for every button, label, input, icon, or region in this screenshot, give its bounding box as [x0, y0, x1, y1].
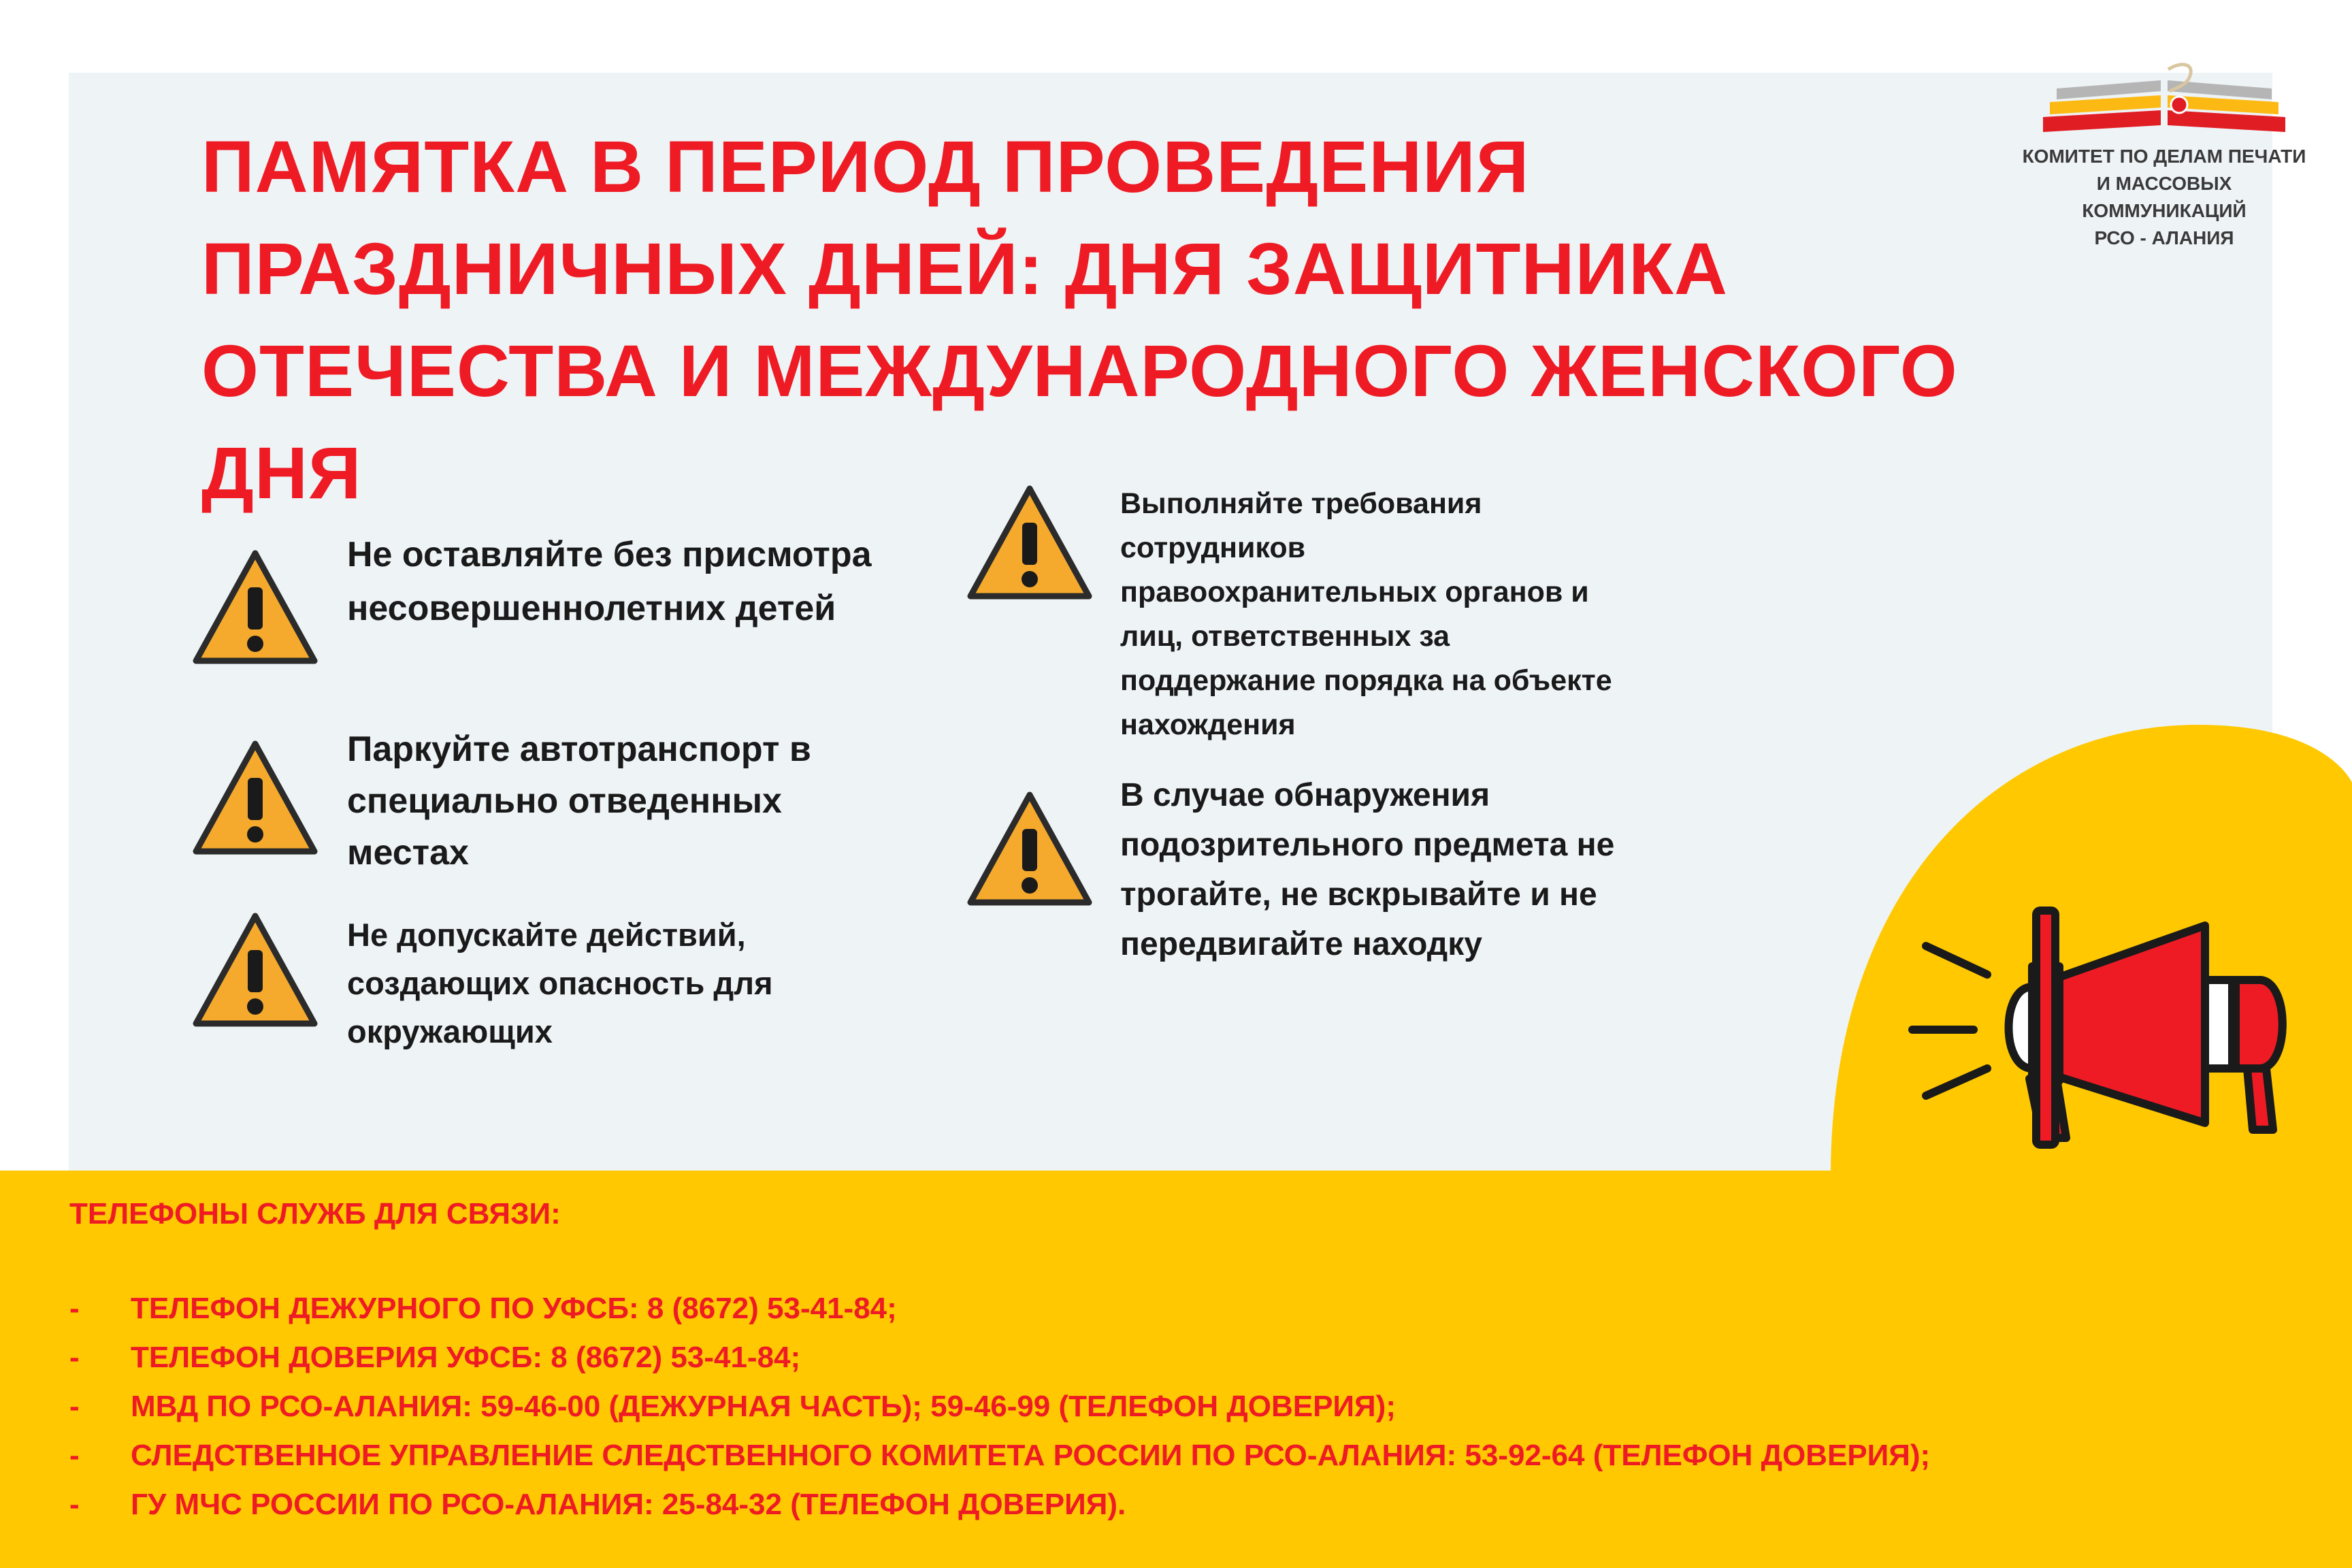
- contacts-title: ТЕЛЕФОНЫ СЛУЖБ ДЛЯ СВЯЗИ:: [69, 1197, 561, 1230]
- tip-parking: Паркуйте автотранспорт в специально отведенных местах: [347, 730, 811, 872]
- bullet: -: [69, 1390, 80, 1423]
- logo-caption: [2014, 143, 2314, 252]
- warning-icon: [191, 738, 320, 858]
- contact-mvd: МВД ПО РСО-АЛАНИЯ: 59-46-00 (ДЕЖУРНАЯ ЧАСТЬ); 59-46-99 (ТЕЛЕФОН ДОВЕРИЯ);: [131, 1390, 1396, 1423]
- contact-investigative-committee: СЛЕДСТВЕННОЕ УПРАВЛЕНИЕ СЛЕДСТВЕННОГО КОМИТЕТА РОССИИ ПО РСО-АЛАНИЯ: 53-92-64 (ТЕЛЕФОН ДОВЕРИЯ);: [131, 1439, 1931, 1472]
- bullet: -: [69, 1341, 80, 1374]
- contact-item: [69, 1382, 1930, 1431]
- bullet: -: [69, 1292, 80, 1325]
- contact-item: [69, 1333, 1930, 1382]
- tip-unattended-children: Не оставляйте без присмотра несовершеннолетних детей: [347, 535, 872, 628]
- warning-icon: [965, 789, 1094, 909]
- tip-suspicious-object: В случае обнаружения подозрительного предмета не трогайте, не вскрывайте и не передвигайте находку: [1120, 777, 1615, 962]
- tip-follow-officers: Выполняйте требования сотрудников правоохранительных органов и лиц, ответственных за поддержание порядка на объекте нахождения: [1120, 487, 1612, 741]
- open-book-emblem-icon: [2035, 61, 2293, 143]
- bullet: -: [69, 1439, 80, 1472]
- committee-logo: [2014, 61, 2314, 248]
- bullet: -: [69, 1488, 80, 1521]
- contacts-list: [69, 1284, 1930, 1529]
- logo-line-3: РСО - АЛАНИЯ: [2094, 227, 2234, 248]
- warning-icon: [191, 911, 320, 1030]
- contact-mchs: ГУ МЧС РОССИИ ПО РСО-АЛАНИЯ: 25-84-32 (ТЕЛЕФОН ДОВЕРИЯ).: [131, 1488, 1126, 1521]
- logo-line-2: И МАССОВЫХ КОММУНИКАЦИЙ: [2082, 173, 2247, 221]
- contact-item: [69, 1431, 1930, 1480]
- contact-fsb-hotline: ТЕЛЕФОН ДОВЕРИЯ УФСБ: 8 (8672) 53-41-84;: [131, 1341, 801, 1374]
- page-title: ПАМЯТКА В ПЕРИОД ПРОВЕДЕНИЯ ПРАЗДНИЧНЫХ ДНЕЙ: ДНЯ ЗАЩИТНИКА ОТЕЧЕСТВА И МЕЖДУНАРОДНОГО ЖЕНСКОГО ДНЯ: [201, 125, 1958, 514]
- logo-line-1: КОМИТЕТ ПО ДЕЛАМ ПЕЧАТИ: [2022, 146, 2306, 167]
- warning-icon: [965, 483, 1094, 602]
- contact-item: [69, 1480, 1930, 1529]
- tip-no-danger: Не допускайте действий, создающих опасность для окружающих: [347, 917, 773, 1049]
- warning-icon: [191, 548, 320, 667]
- contact-item: [69, 1284, 1930, 1333]
- megaphone-icon: [1899, 898, 2334, 1157]
- contact-fsb-duty: ТЕЛЕФОН ДЕЖУРНОГО ПО УФСБ: 8 (8672) 53-41-84;: [131, 1292, 897, 1325]
